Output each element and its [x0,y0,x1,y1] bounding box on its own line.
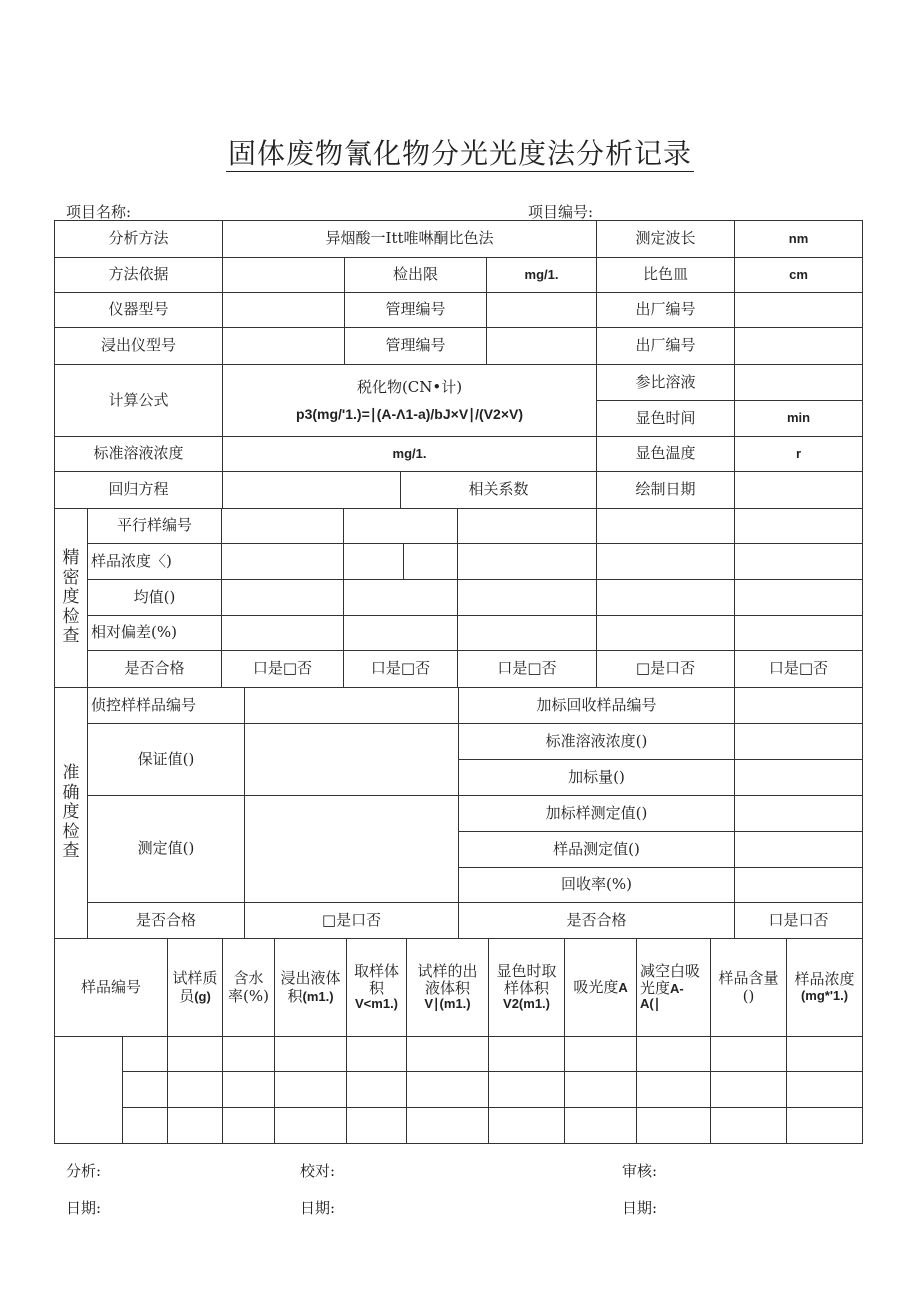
sample-no-header: 样品编号 [55,939,168,1037]
spike-amount-label: 加标量() [459,760,735,796]
sample-table [54,938,863,1144]
formula-cell [223,365,597,437]
regression-label: 回归方程 [55,472,223,509]
precision-section-label: 精密度检查 [55,509,88,688]
sample-group-cell [55,1037,123,1144]
parallel-no-label: 平行样编号 [88,509,222,544]
measured-value [245,796,459,903]
sample-conc-2b [404,544,458,580]
basis-value [223,258,345,293]
plot-date-label: 绘制日期 [597,472,735,509]
accuracy-qualified-label-left: 是否合格 [88,903,245,939]
correlation-label: 相关系数 [401,472,597,509]
regression-value [223,472,401,509]
precision-yes-no-5[interactable]: 口是□否 [735,651,863,688]
precision-qualified-label: 是否合格 [88,651,222,688]
precision-yes-no-1[interactable]: 口是□否 [222,651,344,688]
sample-measured-value [735,832,863,868]
spike-amount-value [735,760,863,796]
precision-yes-no-3[interactable]: 口是□否 [458,651,597,688]
leach-instrument-value [223,328,345,365]
qc-no-label: 侦控样样品编号 [88,688,245,724]
sample-leach-volume-header: 试样的出 液体积 V∣(m1.) [407,939,489,1037]
color-time-unit: min [735,401,863,437]
spike-no-value [735,688,863,724]
wavelength-label: 测定波长 [597,221,735,258]
factory-no-value [735,293,863,328]
blank-corrected-header: 减空白吸 光度A- A(∣ [637,939,711,1037]
color-time-label: 显色时间 [597,401,735,437]
std-conc-label: 标准溶液浓度 [55,437,223,472]
mean-1 [222,580,344,616]
rel-dev-2 [344,616,458,651]
acc-std-conc-value [735,724,863,760]
leach-volume-header: 浸出液体 积(m1.) [275,939,347,1037]
sample-conc-4 [597,544,735,580]
sample-conc-5 [735,544,863,580]
recovery-value [735,868,863,903]
sample-conc-2a [344,544,404,580]
detection-limit-label: 检出限 [345,258,487,293]
recovery-label: 回收率(%) [459,868,735,903]
method-label: 分析方法 [55,221,223,258]
accuracy-table [54,687,863,939]
formula-line2: p3(mg/'1.)=∣(A-Λ1-a)/bJ×V∣/(V2×V) [296,406,524,423]
rel-dev-1 [222,616,344,651]
table-row [55,1072,863,1108]
color-temp-unit: r [735,437,863,472]
page-title: 固体废物氰化物分光光度法分析记录 [227,137,692,170]
parallel-no-3 [458,509,597,544]
formula-label: 计算公式 [55,365,223,437]
project-name-label: 项目名称: [66,203,132,221]
cuvette-unit: cm [735,258,863,293]
factory-no2-label: 出厂编号 [597,328,735,365]
rel-dev-4 [597,616,735,651]
qc-no-value [245,688,459,724]
leach-instrument-label: 浸出仪型号 [55,328,223,365]
project-no-label: 项目编号: [528,203,594,221]
plot-date-value [735,472,863,509]
mgmt-no2-label: 管理编号 [345,328,487,365]
mean-4 [597,580,735,616]
color-temp-label: 显色温度 [597,437,735,472]
rel-dev-3 [458,616,597,651]
review-label: 审核: [622,1162,658,1180]
mgmt-no-label: 管理编号 [345,293,487,328]
sample-conc-3 [458,544,597,580]
mean-3 [458,580,597,616]
ref-solution-label: 参比溶液 [597,365,735,401]
mean-label: 均值() [88,580,222,616]
spike-no-label: 加标回收样品编号 [459,688,735,724]
basis-label: 方法依据 [55,258,223,293]
sample-conc-header: 样品浓度 (mg*'1.) [787,939,863,1037]
rel-dev-5 [735,616,863,651]
accuracy-yes-no-left[interactable]: □是口否 [245,903,459,939]
parallel-no-2 [344,509,458,544]
accuracy-qualified-label-right: 是否合格 [459,903,735,939]
sample-mass-header: 试样质 员(g) [168,939,223,1037]
take-volume-header: 取样体 积 V<m1.) [347,939,407,1037]
method-info-table [54,220,863,509]
analysis-label: 分析: [66,1162,102,1180]
factory-no-label: 出厂编号 [597,293,735,328]
check-label: 校对: [300,1162,336,1180]
std-conc-unit: mg/1. [223,437,597,472]
color-volume-header: 显色时取 样体积 V2(m1.) [489,939,565,1037]
guarantee-label: 保证值() [88,724,245,796]
parallel-no-4 [597,509,735,544]
accuracy-section-label: 准确度检查 [55,688,88,939]
rel-dev-label: 相对偏差(%) [88,616,222,651]
mgmt-no-value [487,293,597,328]
mean-5 [735,580,863,616]
parallel-no-5 [735,509,863,544]
table-row [55,1037,863,1072]
water-content-header: 含水 率(%) [223,939,275,1037]
method-value: 异烟酸一Itt唯啉酮比色法 [223,221,597,258]
date-label-3: 日期: [622,1199,658,1217]
instrument-value [223,293,345,328]
cuvette-label: 比色皿 [597,258,735,293]
spike-measured-value [735,796,863,832]
detection-limit-unit: mg/1. [487,258,597,293]
date-label-2: 日期: [300,1199,336,1217]
precision-table [54,508,863,688]
mgmt-no2-value [487,328,597,365]
parallel-no-1 [222,509,344,544]
sample-measured-label: 样品测定值() [459,832,735,868]
mean-2 [344,580,458,616]
sample-conc-1 [222,544,344,580]
formula-line1: 税化物(CN•计) [356,377,463,396]
factory-no2-value [735,328,863,365]
guarantee-value [245,724,459,796]
absorbance-header: 吸光度A [565,939,637,1037]
acc-std-conc-label: 标准溶液浓度() [459,724,735,760]
spike-measured-label: 加标样测定值() [459,796,735,832]
precision-yes-no-2[interactable]: 口是□否 [344,651,458,688]
sample-conc-label: 样品浓度〈) [88,544,222,580]
wavelength-unit: nm [735,221,863,258]
measured-label: 测定值() [88,796,245,903]
date-label-1: 日期: [66,1199,102,1217]
instrument-label: 仪器型号 [55,293,223,328]
table-row [55,1108,863,1144]
ref-solution-value [735,365,863,401]
sample-content-header: 样品含量 () [711,939,787,1037]
precision-yes-no-4[interactable]: □是口否 [597,651,735,688]
accuracy-yes-no-right[interactable]: 口是口否 [735,903,863,939]
